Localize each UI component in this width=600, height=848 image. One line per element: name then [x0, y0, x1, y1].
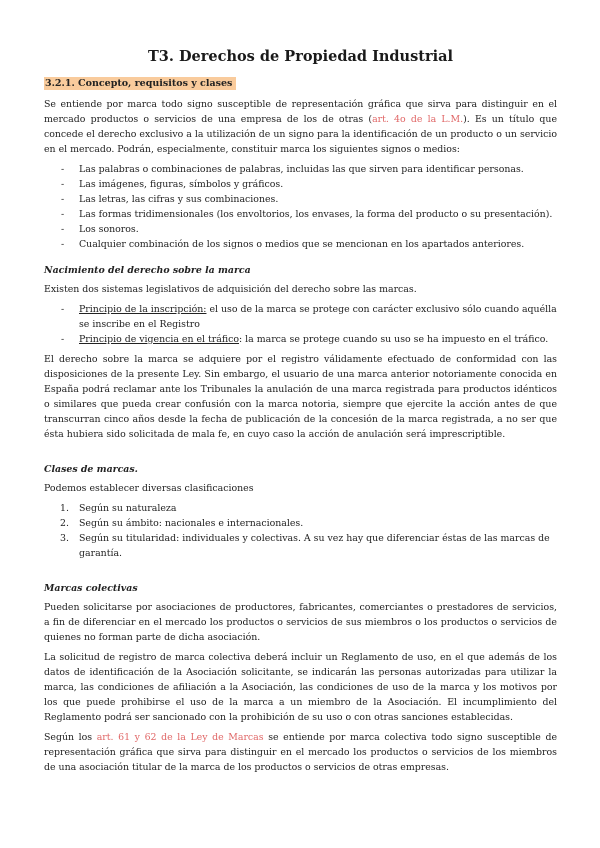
nacimiento-paragraph: El derecho sobre la marca se adquiere por el registro válidamente efectuado de conformidad con las disposiciones de la presente Ley. Sin embargo, el usuario de una marca anterior notoriamente conocida en España podrá reclamar ante los Tribunales la anulación de una marca registrada para productos idénticos o similares que pueda crear confusión con la marca notoria, siempre que ejercite la acción antes de que transcurran cinco años desde la fecha de publicación de la concesión de la marca registrada, a no ser que ésta hubiera sido solicitada de mala fe, en cuyo caso la acción de anulación será imprescriptible. — [44, 354, 557, 440]
list-item: - Las letras, las cifras y sus combinaciones. — [44, 192, 557, 207]
list-item — [44, 302, 557, 332]
clases-list — [44, 501, 557, 561]
list-item: - Cualquier combinación de los signos o medios que se mencionan en los apartados anteriores. — [44, 237, 557, 252]
clases-heading: Clases de marcas. — [44, 464, 138, 475]
p3-text-cont: se entiende por marca colectiva todo signo susceptible de representación gráfica que sirva para distinguir en el mercado los productos o servicios de los miembros de una asociación titular de la marca de los productos o servicios de otras empresas. — [44, 732, 557, 773]
systems-list — [44, 302, 557, 347]
intro-paragraph — [44, 97, 557, 157]
list-item — [44, 531, 557, 561]
intro-text-cont: ). Es un título que concede el derecho exclusivo a la utilización de un signo para la identificación de un producto o un servicio en el mercado. Podrán, especialmente, constituir marca los siguientes signos o medios: — [44, 114, 557, 155]
principle-text: el uso de la marca se protege con carácter exclusivo sólo cuando aquélla se inscribe en el Registro — [79, 304, 557, 330]
p3-text: Según los — [44, 732, 97, 743]
list-item — [44, 516, 557, 531]
intro-text: Se entiende por marca todo signo susceptible de representación gráfica que sirva para distinguir en el mercado productos o servicios de una empresa de los de otras ( — [44, 99, 557, 125]
principle-text: : la marca se protege cuando su uso se ha impuesto en el tráfico. — [239, 334, 549, 345]
list-text: Según su ámbito: nacionales e internacionales. — [79, 518, 304, 529]
nacimiento-heading: Nacimiento del derecho sobre la marca — [44, 265, 251, 276]
list-text: Según su naturaleza — [79, 503, 177, 514]
signs-list — [44, 162, 557, 252]
principle-term: Principio de la inscripción: — [79, 304, 207, 315]
page-title: T3. Derechos de Propiedad Industrial — [147, 48, 454, 65]
list-number: 1. — [60, 503, 69, 514]
list-text: Según su titularidad: individuales y colectivas. A su vez hay que diferenciar éstas de las marcas de garantía. — [79, 533, 550, 559]
list-item: - Las formas tridimensionales (los envoltorios, los envases, la forma del producto o su presentación). — [44, 207, 557, 222]
list-item — [44, 501, 557, 516]
list-item: - Las imágenes, figuras, símbolos y gráficos. — [44, 177, 557, 192]
colectivas-p1: Pueden solicitarse por asociaciones de productores, fabricantes, comerciantes o prestadores de servicios, a fin de diferenciar en el mercado los productos o servicios de sus miembros o los productos o servicios de quienes no forman parte de dicha asociación. — [44, 602, 557, 643]
list-number: 3. — [60, 533, 69, 544]
law-reference: art. 61 y 62 de la Ley de Marcas — [96, 732, 264, 743]
principle-term: Principio de vigencia en el tráfico — [79, 334, 240, 345]
nacimiento-intro: Existen dos sistemas legislativos de adquisición del derecho sobre las marcas. — [44, 284, 417, 295]
law-reference: art. 4o de la L.M. — [372, 114, 464, 125]
section-heading: 3.2.1. Concepto, requisitos y clases — [44, 77, 236, 90]
list-item — [44, 332, 557, 347]
colectivas-p3 — [44, 730, 557, 775]
list-item: - Los sonoros. — [44, 222, 557, 237]
colectivas-p2: La solicitud de registro de marca colectiva deberá incluir un Reglamento de uso, en el que además de los datos de identificación de la Asociación solicitante, se indicarán las personas autorizadas para utilizar la marca, las condiciones de afiliación a la Asociación, las condiciones de uso de la marca y los motivos por los que puede prohibirse el uso de la marca a un miembro de la Asociación. El incumplimiento del Reglamento podrá ser sancionado con la prohibición de su uso o con otras sanciones establecidas. — [44, 652, 557, 723]
colectivas-heading: Marcas colectivas — [44, 583, 138, 594]
list-item: - Las palabras o combinaciones de palabras, incluidas las que sirven para identificar personas. — [44, 162, 557, 177]
list-number: 2. — [60, 518, 69, 529]
clases-intro: Podemos establecer diversas clasificaciones — [44, 483, 254, 494]
